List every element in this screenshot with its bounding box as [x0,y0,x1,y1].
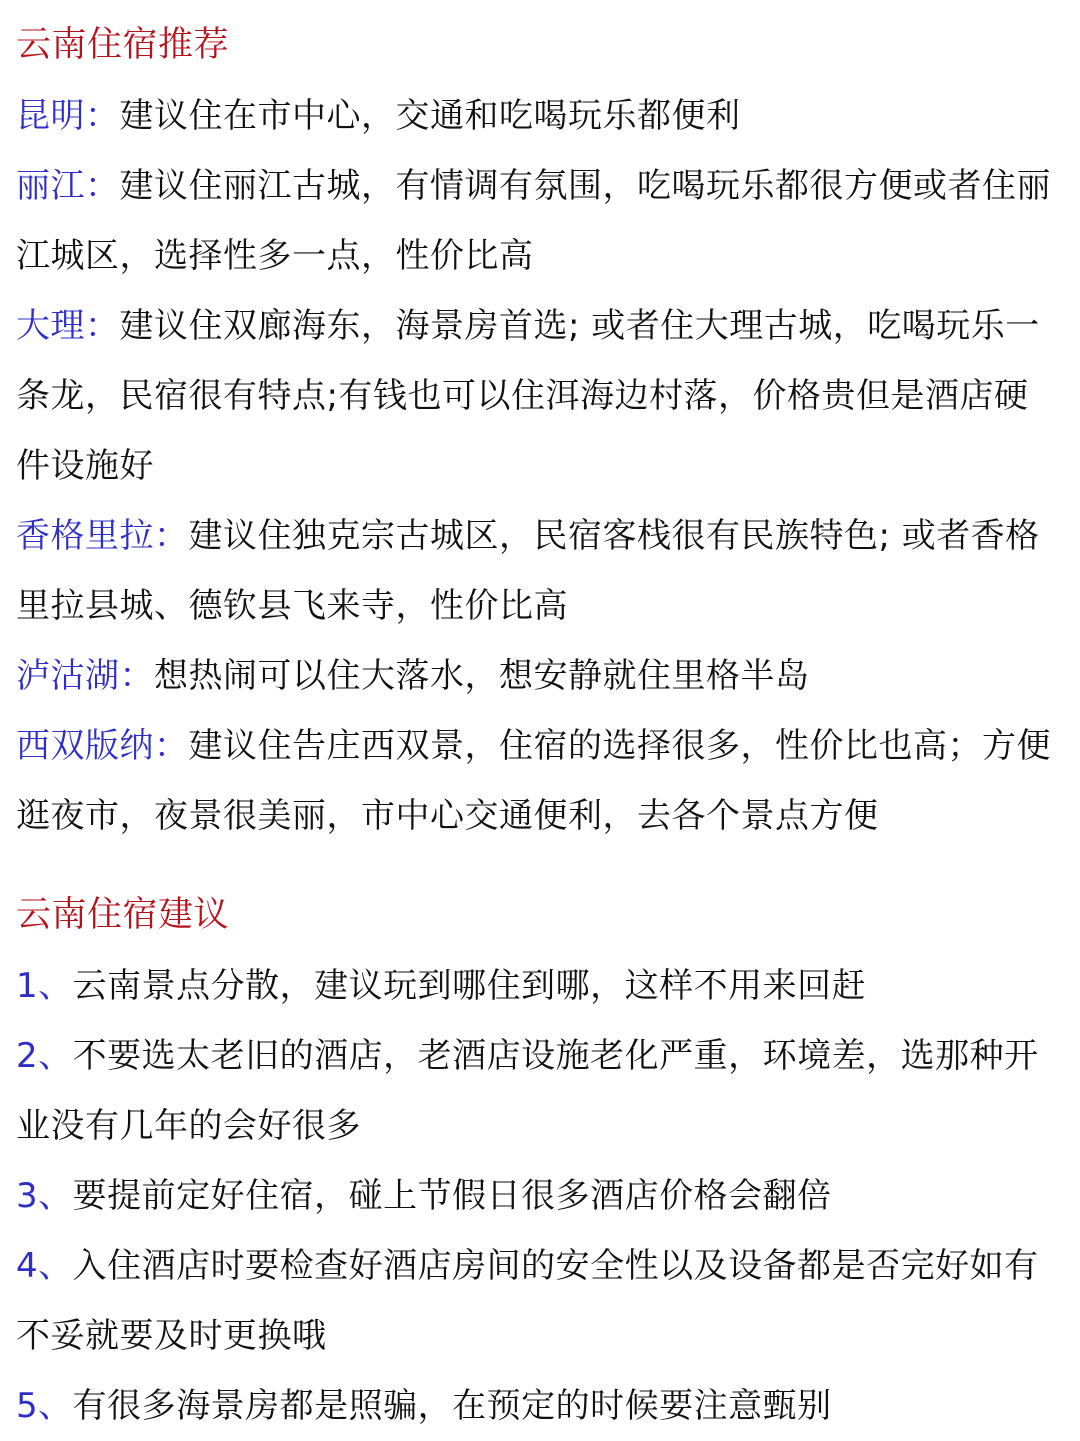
advice-number: 5、 [16,1386,73,1426]
city-label: 泸沽湖： [16,656,154,696]
advice-text: 云南景点分散，建议玩到哪住到哪，这样不用来回赶 [72,966,867,1006]
section-title-advice: 云南住宿建议 [16,895,230,935]
advice-text: 不要选太老旧的酒店，老酒店设施老化严重，环境差，选那种开业没有几年的会好很多 [16,1036,1039,1146]
advice-item [16,951,1062,1021]
recommendation-lugu-lake [16,641,1062,711]
advice-number: 3、 [16,1176,73,1216]
city-label: 丽江： [16,166,120,206]
advice-number: 2、 [16,1036,73,1076]
recommendation-xishuangbanna [16,711,1062,851]
advice-text: 要提前定好住宿，碰上节假日很多酒店价格会翻倍 [72,1176,832,1216]
recommendation-shangri-la [16,501,1062,641]
section-title-recommendations: 云南住宿推荐 [16,25,230,65]
advice-number: 1、 [16,966,73,1006]
city-label: 香格里拉： [16,516,189,556]
recommendation-dali [16,291,1062,501]
advice-text: 有很多海景房都是照骗，在预定的时候要注意甄别 [72,1386,832,1426]
recommendation-lijiang [16,151,1062,291]
advice-item [16,1371,1062,1441]
recommendation-text: 建议住在市中心，交通和吃喝玩乐都便利 [119,96,741,136]
recommendation-text: 想热闹可以住大落水，想安静就住里格半岛 [154,656,810,696]
advice-item [16,1231,1062,1371]
recommendation-text: 建议住双廊海东，海景房首选; 或者住大理古城，吃喝玩乐一条龙，民宿很有特点;有钱也可以住洱海边村落，价格贵但是酒店硬件设施好 [16,306,1040,486]
advice-item [16,1021,1062,1161]
recommendation-text: 建议住丽江古城，有情调有氛围，吃喝玩乐都很方便或者住丽江城区，选择性多一点，性价比高 [16,166,1051,276]
city-label: 西双版纳： [16,726,189,766]
advice-number: 4、 [16,1246,73,1286]
city-label: 昆明： [16,96,120,136]
advice-text: 入住酒店时要检查好酒店房间的安全性以及设备都是否完好如有不妥就要及时更换哦 [16,1246,1039,1356]
city-label: 大理： [16,306,120,346]
recommendation-text: 建议住告庄西双景，住宿的选择很多，性价比也高；方便逛夜市，夜景很美丽，市中心交通便利，去各个景点方便 [16,726,1051,836]
recommendation-text: 建议住独克宗古城区，民宿客栈很有民族特色; 或者香格里拉县城、德钦县飞来寺，性价比高 [16,516,1040,626]
recommendation-kunming [16,81,1062,151]
advice-item [16,1161,1062,1231]
